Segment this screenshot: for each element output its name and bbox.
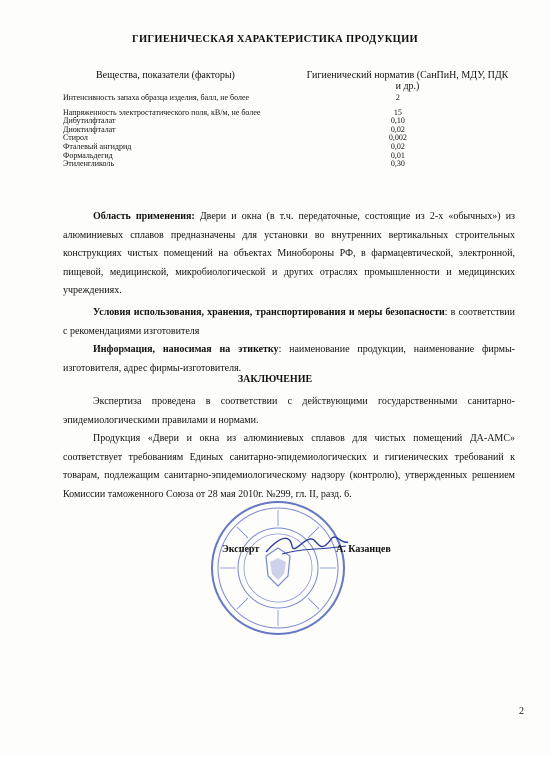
labeling-label: Информация, наносимая на этикетку [93,344,279,355]
row-value: 0,01 [390,150,405,160]
table-row [63,126,483,135]
conclusion-text-2: Продукция «Двери и окна из алюминиевых сплавов для чистых помещений ДА-АМС» соответствует требованиям Единых санитарно-эпидемиологических и гигиенических требований к товарам, подлежащим санитарно-эпидемиологическому надзору (контролю), утвержденных решением Комиссии таможенного Союза от 28 мая 2010г. №299, гл. II, разд. 6. [63,433,515,500]
row-name: Этиленгликоль [63,159,115,169]
row-value: 0,02 [390,141,405,151]
row-name: Напряженность электростатического поля, кВ/м, не более [63,107,261,117]
scope-text: Двери и окна (в т.ч. передаточные, состоящие из 2-х «обычных») из алюминиевых сплавов предназначены для установки во внутренних вертикальных строительных конструкциях чистых помещений на объектах Минобороны РФ, в фармацевтической, электронной, пищевой, медицинской, микробиологической и других отраслях промышленности и медицинских учреждениях. [63,211,515,296]
row-name: Фталевый ангидрид [63,141,132,151]
table-row [63,109,483,118]
conditions-text: : в соответствии с рекомендациями изготовителя [63,307,515,337]
conclusion-text-1: Экспертиза проведена в соответствии с действующими государственными санитарно-эпидемиологическими правилами и нормами. [63,396,515,426]
row-name: Стирол [63,133,88,143]
row-value: 0,002 [388,133,407,143]
conditions-label: Условия использования, хранения, транспортирования и меры безопасности [93,307,445,318]
signature-role: Эксперт [222,544,260,555]
row-value: 2 [395,93,400,102]
scope-paragraph [63,208,515,301]
table-header-substances: Вещества, показатели (факторы) [96,70,235,81]
scope-label: Область применения: [93,211,195,222]
page-title: ГИГИЕНИЧЕСКАЯ ХАРАКТЕРИСТИКА ПРОДУКЦИИ [131,34,419,45]
conclusion-heading: ЗАКЛЮЧЕНИЕ [237,374,313,385]
labeling-text: : наименование продукции, наименование фирмы-изготовителя, адрес фирмы-изготовителя. [63,344,515,374]
signature-name: А. Казанцев [336,544,391,555]
round-seal-stamp [208,498,348,638]
row-name: Интенсивность запаха образца изделия, балл, не более [63,93,250,102]
table-row [63,160,483,169]
table-row [63,152,483,161]
hygiene-table [63,94,483,169]
page-number: 2 [519,706,524,717]
row-value: 0,02 [390,124,405,134]
conditions-paragraph [63,304,515,341]
table-row [63,143,483,152]
table-row [63,117,483,126]
table-header-norms: Гигиенический норматив (СанПиН, МДУ, ПДК и др.) [306,70,509,92]
row-name: Диоктилфталат [63,124,116,134]
labeling-paragraph [63,341,515,378]
row-value: 0,10 [390,116,405,126]
table-row [63,94,483,103]
row-value: 15 [393,107,402,117]
conclusion-paragraph-2 [63,430,515,504]
row-name: Дибутилфталат [63,116,116,126]
row-name: Формальдегид [63,150,113,160]
row-value: 0,30 [390,159,405,169]
conclusion-paragraph-1 [63,393,515,430]
